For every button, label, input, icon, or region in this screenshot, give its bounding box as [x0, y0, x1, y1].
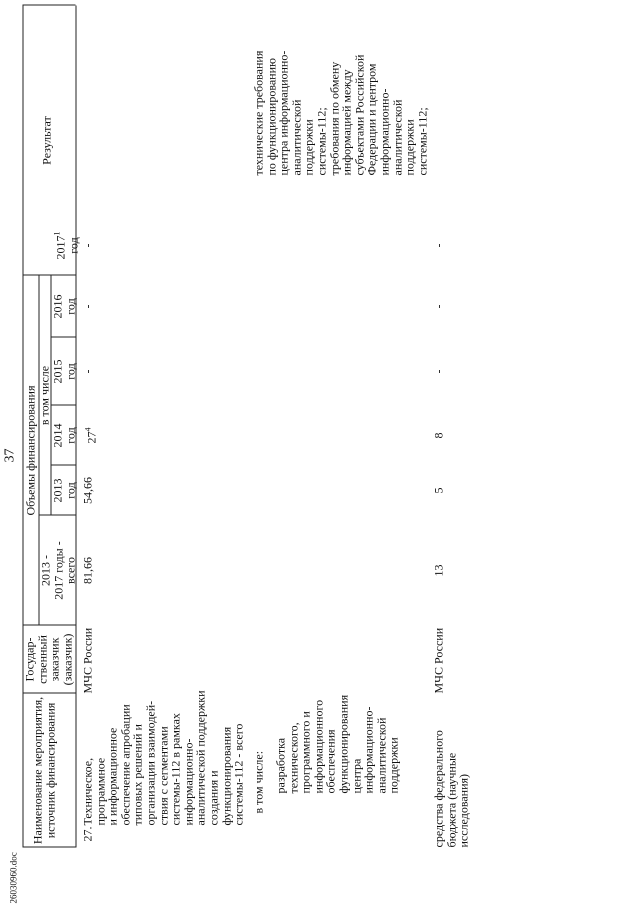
row27-2015: -: [80, 369, 94, 373]
header-customer: Государ- ственный заказчик (заказчик): [22, 633, 74, 685]
header-name: Наименование мероприятия, источник финансирования: [30, 696, 57, 844]
header-total: 2013 - 2017 годы - всего: [38, 540, 78, 600]
fed-2013: 5: [431, 487, 445, 493]
header-in-that-number: в том числе: [37, 365, 51, 425]
fed-2016: -: [431, 304, 445, 308]
row27-2017: -: [80, 243, 94, 247]
header-2016: 2016 год: [50, 294, 77, 318]
subitem-name: разработка технического, программного и информационного обеспечения функционирования центра информационно- аналитической поддержки: [273, 694, 401, 793]
row27-customer: МЧС России: [80, 627, 94, 693]
row27-name: Техническое, программное и информационное обеспечение апробации типовых решений и организации взаимодей- ствия с сегментами системы-112 в рамках информационно- аналитической поддержки создания и функционирования системы-112 - всего: [80, 689, 246, 825]
in-that-number-label: в том числе:: [251, 750, 265, 813]
row27-2016: -: [80, 304, 94, 308]
page-number: 37: [2, 448, 17, 462]
header-2014: 2014 год: [50, 423, 77, 447]
row27-2014: $27^4$: [83, 427, 98, 443]
header-2015: 2015 год: [50, 359, 77, 383]
row27-2013: 54,66: [80, 476, 94, 504]
header-result: Результат: [39, 115, 53, 165]
col-line-0: [22, 846, 75, 847]
fed-total: 13: [431, 564, 445, 576]
result-text: технические требования по функционированию центра информационно- аналитической поддержки системы-112; требования по обмену информацией между субъектами Российской Федерации и центром информационно- аналитической поддержки системы-112;: [251, 50, 429, 175]
row27-number: 27.: [80, 826, 94, 841]
document-code: 26030960.doc: [8, 851, 18, 903]
fed-2017: -: [431, 243, 445, 247]
fed-2014: 8: [431, 432, 445, 438]
fed-2015: -: [431, 369, 445, 373]
header-2013: 2013 год: [50, 478, 77, 502]
header-2017: 2017$^1$ год: [52, 231, 80, 259]
header-funding-volumes: Объемы финансирования: [23, 385, 37, 515]
fed-customer: МЧС России: [431, 627, 445, 693]
fed-name: средства федерального бюджета (научные исследования): [431, 729, 471, 847]
row27-total: 81,66: [80, 556, 94, 584]
